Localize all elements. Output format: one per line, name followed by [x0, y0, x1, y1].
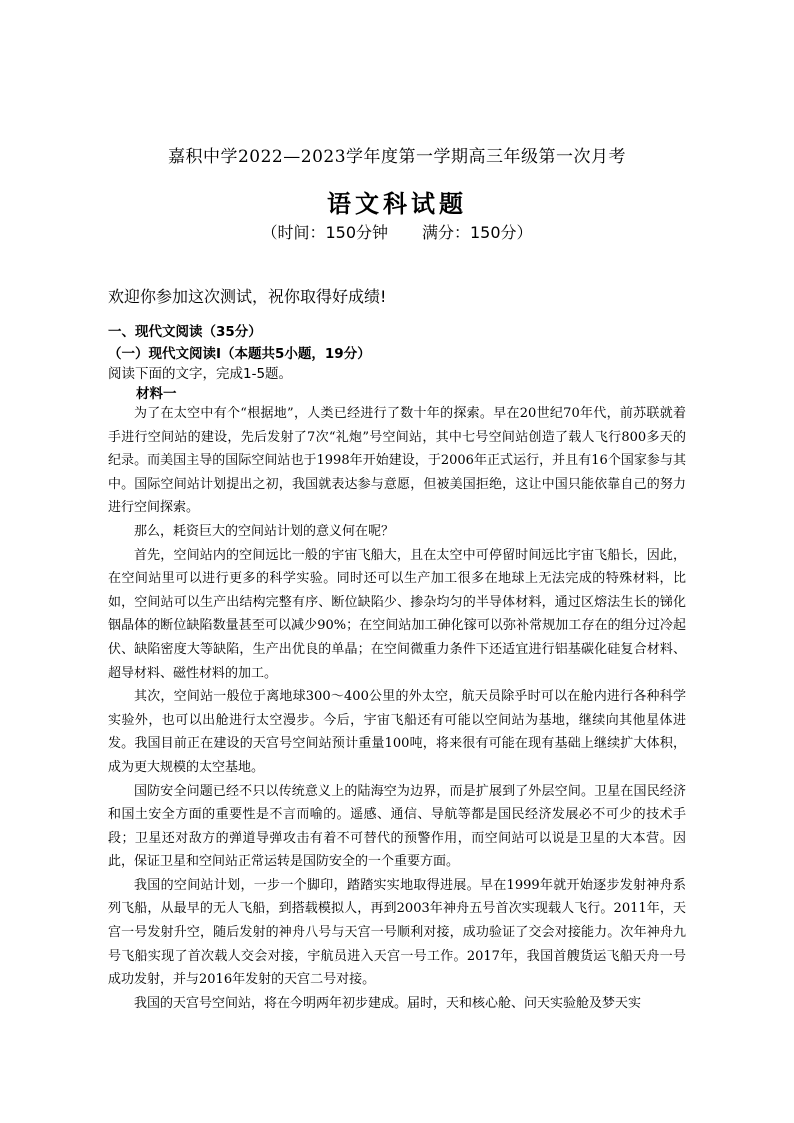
passage-paragraph: 其次，空间站一般位于离地球300～400公里的外太空，航天员除乎时可以在舱内进行各种科学实验外，也可以出舱进行太空漫步。今后，宇宙飞船还有可能以空间站为基地，继续向其他星体进发。我国目前正在建设的天宫号空间站预计重量100吨，将来很有可能在现有基础上继续扩大体积，成为更大规模的太空基地。: [108, 689, 686, 775]
passage-paragraph: 我国的空间站计划，一步一个脚印，踏踏实实地取得进展。早在1999年就开始逐步发射神舟系列飞船，从最早的无人飞船，到搭载模拟人，再到2003年神舟五号首次实现载人飞行。2011年，天宫一号发射升空，随后发射的神舟八号与天宫一号顺利对接，成功验证了交会对接能力。次年神舟九号飞船实现了首次载人交会对接，宇航员进入天宫一号工作。2017年，我国首艘货运飞船天舟一号成功发射，并与2016年发射的天宫二号对接。: [108, 877, 686, 988]
passage-paragraph: 首先，空间站内的空间远比一般的宇宙飞船大，且在太空中可停留时间远比宇宙飞船长，因此，在空间站里可以进行更多的科学实验。同时还可以生产加工很多在地球上无法完成的特殊材料，比如，空间站可以生产出结构完整有序、断位缺陷少、掺杂均匀的半导体材料，通过区熔法生长的锑化铟晶体的断位缺陷数量甚至可以减少90%；在空间站加工砷化镓可以弥补常规加工存在的组分过冷起伏、缺陷密度大等缺陷，生产出优良的单晶；在空间微重力条件下还适宜进行铝基碳化硅复合材料、超导材料、磁性材料的加工。: [108, 547, 686, 681]
exam-time: （时间：150分钟: [261, 223, 388, 242]
subject-title: 语文科试题: [327, 189, 467, 218]
subsection-heading: （一）现代文阅读Ⅰ（本题共5小题，19分）: [108, 346, 371, 362]
section-heading: 一、现代文阅读（35分）: [108, 324, 262, 340]
material-label: 材料一: [136, 386, 177, 402]
welcome-message: 欢迎你参加这次测试，祝你取得好成绩!: [108, 287, 387, 306]
reading-instruction: 阅读下面的文字，完成1-5题。: [108, 366, 293, 382]
exam-score: 满分：150分）: [422, 223, 533, 242]
passage-paragraph: 国防安全问题已经不只以传统意义上的陆海空为边界，而是扩展到了外层空间。卫星在国民经济和国土安全方面的重要性是不言而喻的。遥感、通信、导航等都是国民经济发展必不可少的技术手段；卫星还对敌方的弹道导弹攻击有着不可替代的预警作用，而空间站可以说是卫星的大本营。因此，保证卫星和空间站正常运转是国防安全的一个重要方面。: [108, 783, 686, 870]
passage-body: [108, 402, 686, 1015]
passage-paragraph: 我国的天宫号空间站，将在今明两年初步建成。届时，天和核心舱、问天实验舱及梦天实: [134, 995, 642, 1011]
exam-info: [0, 220, 794, 243]
passage-paragraph: 为了在太空中有个“根据地”，人类已经进行了数十年的探索。早在20世纪70年代，前苏联就着手进行空间站的建设，先后发射了7次“礼炮”号空间站，其中七号空间站创造了载人飞行800多天的纪录。而美国主导的国际空间站也于1998年开始建设，于2006年正式运行，并且有16个国家参与其中。国际空间站计划提出之初，我国就表达参与意愿，但被美国拒绝，这让中国只能依靠自己的努力进行空间探索。: [108, 406, 686, 516]
school-exam-title: 嘉积中学2022—2023学年度第一学期高三年级第一次月考: [167, 147, 627, 167]
passage-paragraph: 那么，耗资巨大的空间站计划的意义何在呢？: [134, 523, 395, 539]
